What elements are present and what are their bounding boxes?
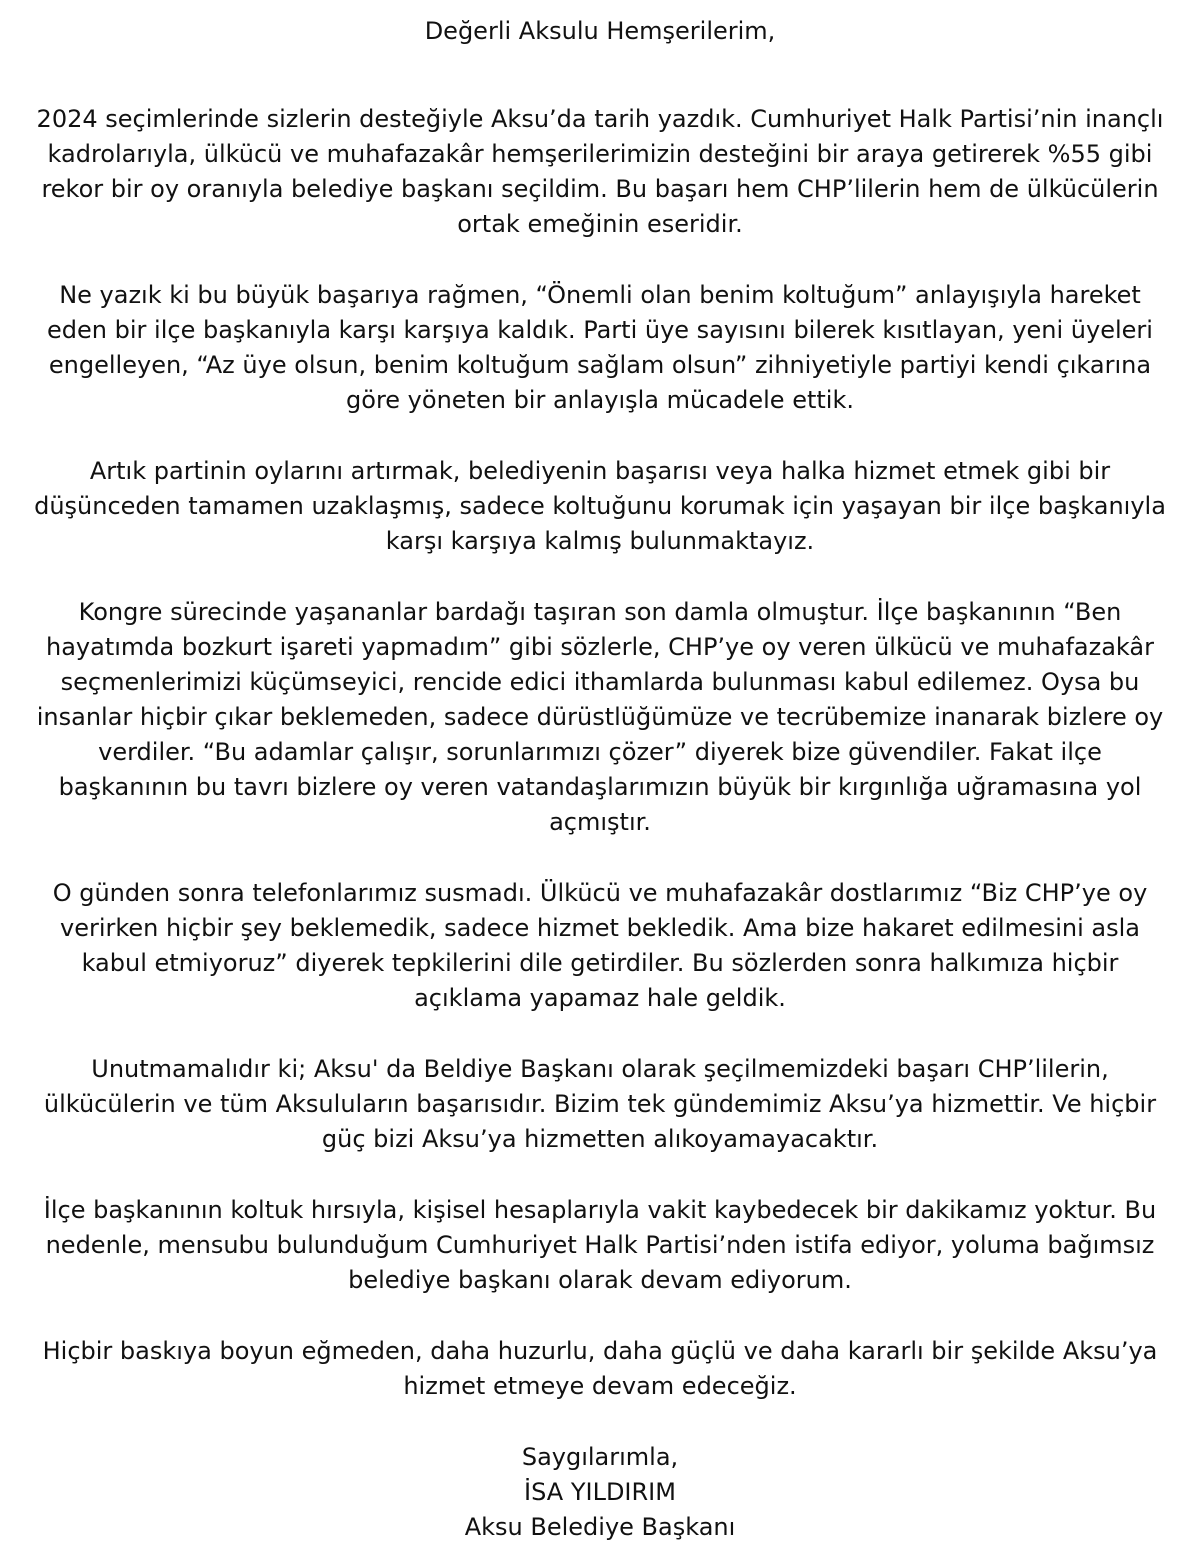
letter-paragraph-3: Artık partinin oylarını artırmak, belediyenin başarısı veya halka hizmet etmek gibi bir düşünceden tamamen uzaklaşmış, sadece koltuğunu korumak için yaşayan bir ilçe başkanıyla karşı karşıya kalmış bulunmaktayız. <box>34 457 1166 555</box>
signature-name: İSA YILDIRIM <box>524 1478 676 1506</box>
letter-closing-block <box>30 1440 1170 1545</box>
letter-paragraph-7: İlçe başkanının koltuk hırsıyla, kişisel hesaplarıyla vakit kaybedecek bir dakikamız yoktur. Bu nedenle, mensubu bulunduğum Cumhuriyet Halk Partisi’nden istifa ediyor, yoluma bağımsız belediye başkanı olarak devam ediyorum. <box>43 1196 1157 1294</box>
letter-paragraph-4: Kongre sürecinde yaşananlar bardağı taşıran son damla olmuştur. İlçe başkanının “Ben hayatımda bozkurt işareti yapmadım” gibi sözlerle, CHP’ye oy veren ülkücü ve muhafazakâr seçmenlerimizi küçümseyici, rencide edici ithamlarda bulunması kabul edilemez. Oysa bu insanlar hiçbir çıkar beklemeden, sadece dürüstlüğümüze ve tecrübemize inanarak bizlere oy verdiler. “Bu adamlar çalışır, sorunlarımızı çözer” diyerek bize güvendiler. Fakat ilçe başkanının bu tavrı bizlere oy veren vatandaşlarımızın büyük bir kırgınlığa uğramasına yol açmıştır. <box>36 598 1164 836</box>
letter-paragraph-8: Hiçbir baskıya boyun eğmeden, daha huzurlu, daha güçlü ve daha kararlı bir şekilde Aksu’ya hizmet etmeye devam edeceğiz. <box>42 1337 1158 1400</box>
letter-paragraph-6: Unutmamalıdır ki; Aksu' da Beldiye Başkanı olarak şeçilmemizdeki başarı CHP’lilerin, ülkücülerin ve tüm Aksuluların başarısıdır. Bizim tek gündemimiz Aksu’ya hizmettir. Ve hiçbir güç bizi Aksu’ya hizmetten alıkoyamayacaktır. <box>43 1055 1157 1153</box>
signature-title: Aksu Belediye Başkanı <box>464 1513 736 1541</box>
letter-closing: Saygılarımla, <box>521 1443 679 1471</box>
letter-paragraph-1: 2024 seçimlerinde sizlerin desteğiyle Aksu’da tarih yazdık. Cumhuriyet Halk Partisi’nin inançlı kadrolarıyla, ülkücü ve muhafazakâr hemşerilerimizin desteğini bir araya getirerek %55 gibi rekor bir oy oranıyla belediye başkanı seçildim. Bu başarı hem CHP’lilerin hem de ülkücülerin ortak emeğinin eseridir. <box>36 105 1164 238</box>
letter-paragraph-5: O günden sonra telefonlarımız susmadı. Ülkücü ve muhafazakâr dostlarımız “Biz CHP’ye oy verirken hiçbir şey beklemedik, sadece hizmet bekledik. Ama bize hakaret edilmesini asla kabul etmiyoruz” diyerek tepkilerini dile getirdiler. Bu sözlerden sonra halkımıza hiçbir açıklama yapamaz hale geldik. <box>52 879 1148 1012</box>
letter-paragraph-2: Ne yazık ki bu büyük başarıya rağmen, “Önemli olan benim koltuğum” anlayışıyla hareket eden bir ilçe başkanıyla karşı karşıya kaldık. Parti üye sayısını bilerek kısıtlayan, yeni üyeleri engelleyen, “Az üye olsun, benim koltuğum sağlam olsun” zihniyetiyle partiyi kendi çıkarına göre yöneten bir anlayışla mücadele ettik. <box>47 281 1153 414</box>
letter-greeting: Değerli Aksulu Hemşerilerim, <box>424 17 776 45</box>
letter-body <box>30 102 1170 1404</box>
